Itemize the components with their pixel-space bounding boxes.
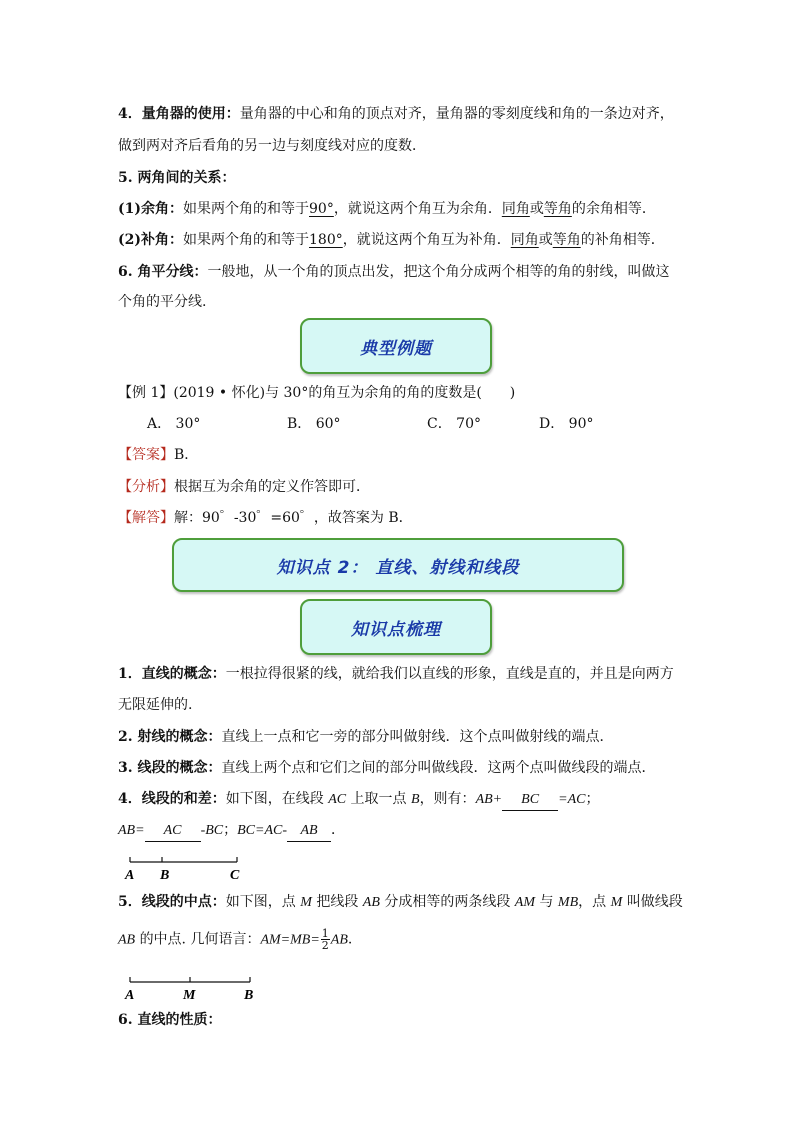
blank-ab: AB — [287, 821, 331, 842]
banner-typical-examples: 典型例题 — [300, 318, 492, 374]
k1-line2: 无限延伸的. — [118, 697, 193, 713]
s6-line2: 个角的平分线. — [118, 294, 207, 310]
k5-line1: 5．线段的中点：如下图，点 M 把线段 AB 分成相等的两条线段 AM 与 MB，点 M 叫做线段 — [118, 894, 683, 910]
blank-bc: BC — [502, 790, 558, 811]
s4-line2: 做到两对齐后看角的另一边与刻度线对应的度数． — [118, 138, 426, 154]
k4-line1: 4．线段的和差：如下图，在线段 AC 上取一点 B，则有：AB+ BC =AC； — [118, 789, 599, 811]
banner-knowledge-point-2: 知识点 2： 直线、射线和线段 — [172, 538, 624, 592]
point-m-label: M — [183, 988, 196, 1002]
solution-line: 【解答】解：90゜-30゜=60゜，故答案为 B． — [118, 510, 413, 526]
s4-line1: 4．量角器的使用：量角器的中心和角的顶点对齐，量角器的零刻度线和角的一条边对齐， — [118, 106, 674, 122]
option-d: D． 90° — [539, 416, 594, 432]
k5-line2: AB 的中点. 几何语言：AM=MB= $\frac{1}{2}$ AB. — [118, 927, 353, 952]
supplementary-line: (2)补角：如果两个角的和等于180°，就说这两个角互为补角．同角或等角的补角相等． — [118, 232, 665, 248]
analysis-line: 【分析】根据互为余角的定义作答即可． — [118, 479, 370, 495]
k3-line: 3. 线段的概念：直线上两个点和它们之间的部分叫做线段．这两个点叫做线段的端点． — [118, 760, 656, 776]
banner-knowledge-review: 知识点梳理 — [300, 599, 492, 655]
k1-line1: 1．直线的概念：一根拉得很紧的线，就给我们以直线的形象，直线是直的，并且是向两方 — [118, 666, 674, 682]
segment-amb-diagram — [120, 972, 270, 1002]
answer-line: 【答案】B． — [118, 447, 199, 463]
k2-line: 2. 射线的概念：直线上一点和它一旁的部分叫做射线．这个点叫做射线的端点． — [118, 729, 614, 745]
blank-ac: AC — [145, 821, 201, 842]
point-c-label: C — [230, 868, 240, 882]
option-a: A． 30° — [147, 416, 201, 432]
option-b: B． 60° — [287, 416, 341, 432]
option-c: C． 70° — [427, 416, 481, 432]
point-b-label: B — [244, 988, 254, 1002]
point-a-label: A — [125, 868, 135, 882]
k4-line2: AB= AC -BC；BC=AC- AB ． — [118, 820, 345, 842]
k6-title: 6. 直线的性质： — [118, 1012, 222, 1028]
fraction-one-half: $\frac{1}{2}$ — [321, 927, 329, 952]
s6-line1: 6. 角平分线：一般地，从一个角的顶点出发，把这个角分成两个相等的角的射线，叫做这 — [118, 264, 670, 280]
point-a-label: A — [125, 988, 135, 1002]
point-b-label: B — [160, 868, 170, 882]
complementary-line: (1)余角：如果两个角的和等于90°，就说这两个角互为余角．同角或等角的余角相等． — [118, 201, 656, 217]
example1-question: 【例 1】(2019 • 怀化)与 30°的角互为余角的角的度数是( ) — [118, 385, 516, 401]
s5-title: 5. 两角间的关系： — [118, 170, 236, 186]
segment-abc-diagram — [120, 852, 260, 882]
